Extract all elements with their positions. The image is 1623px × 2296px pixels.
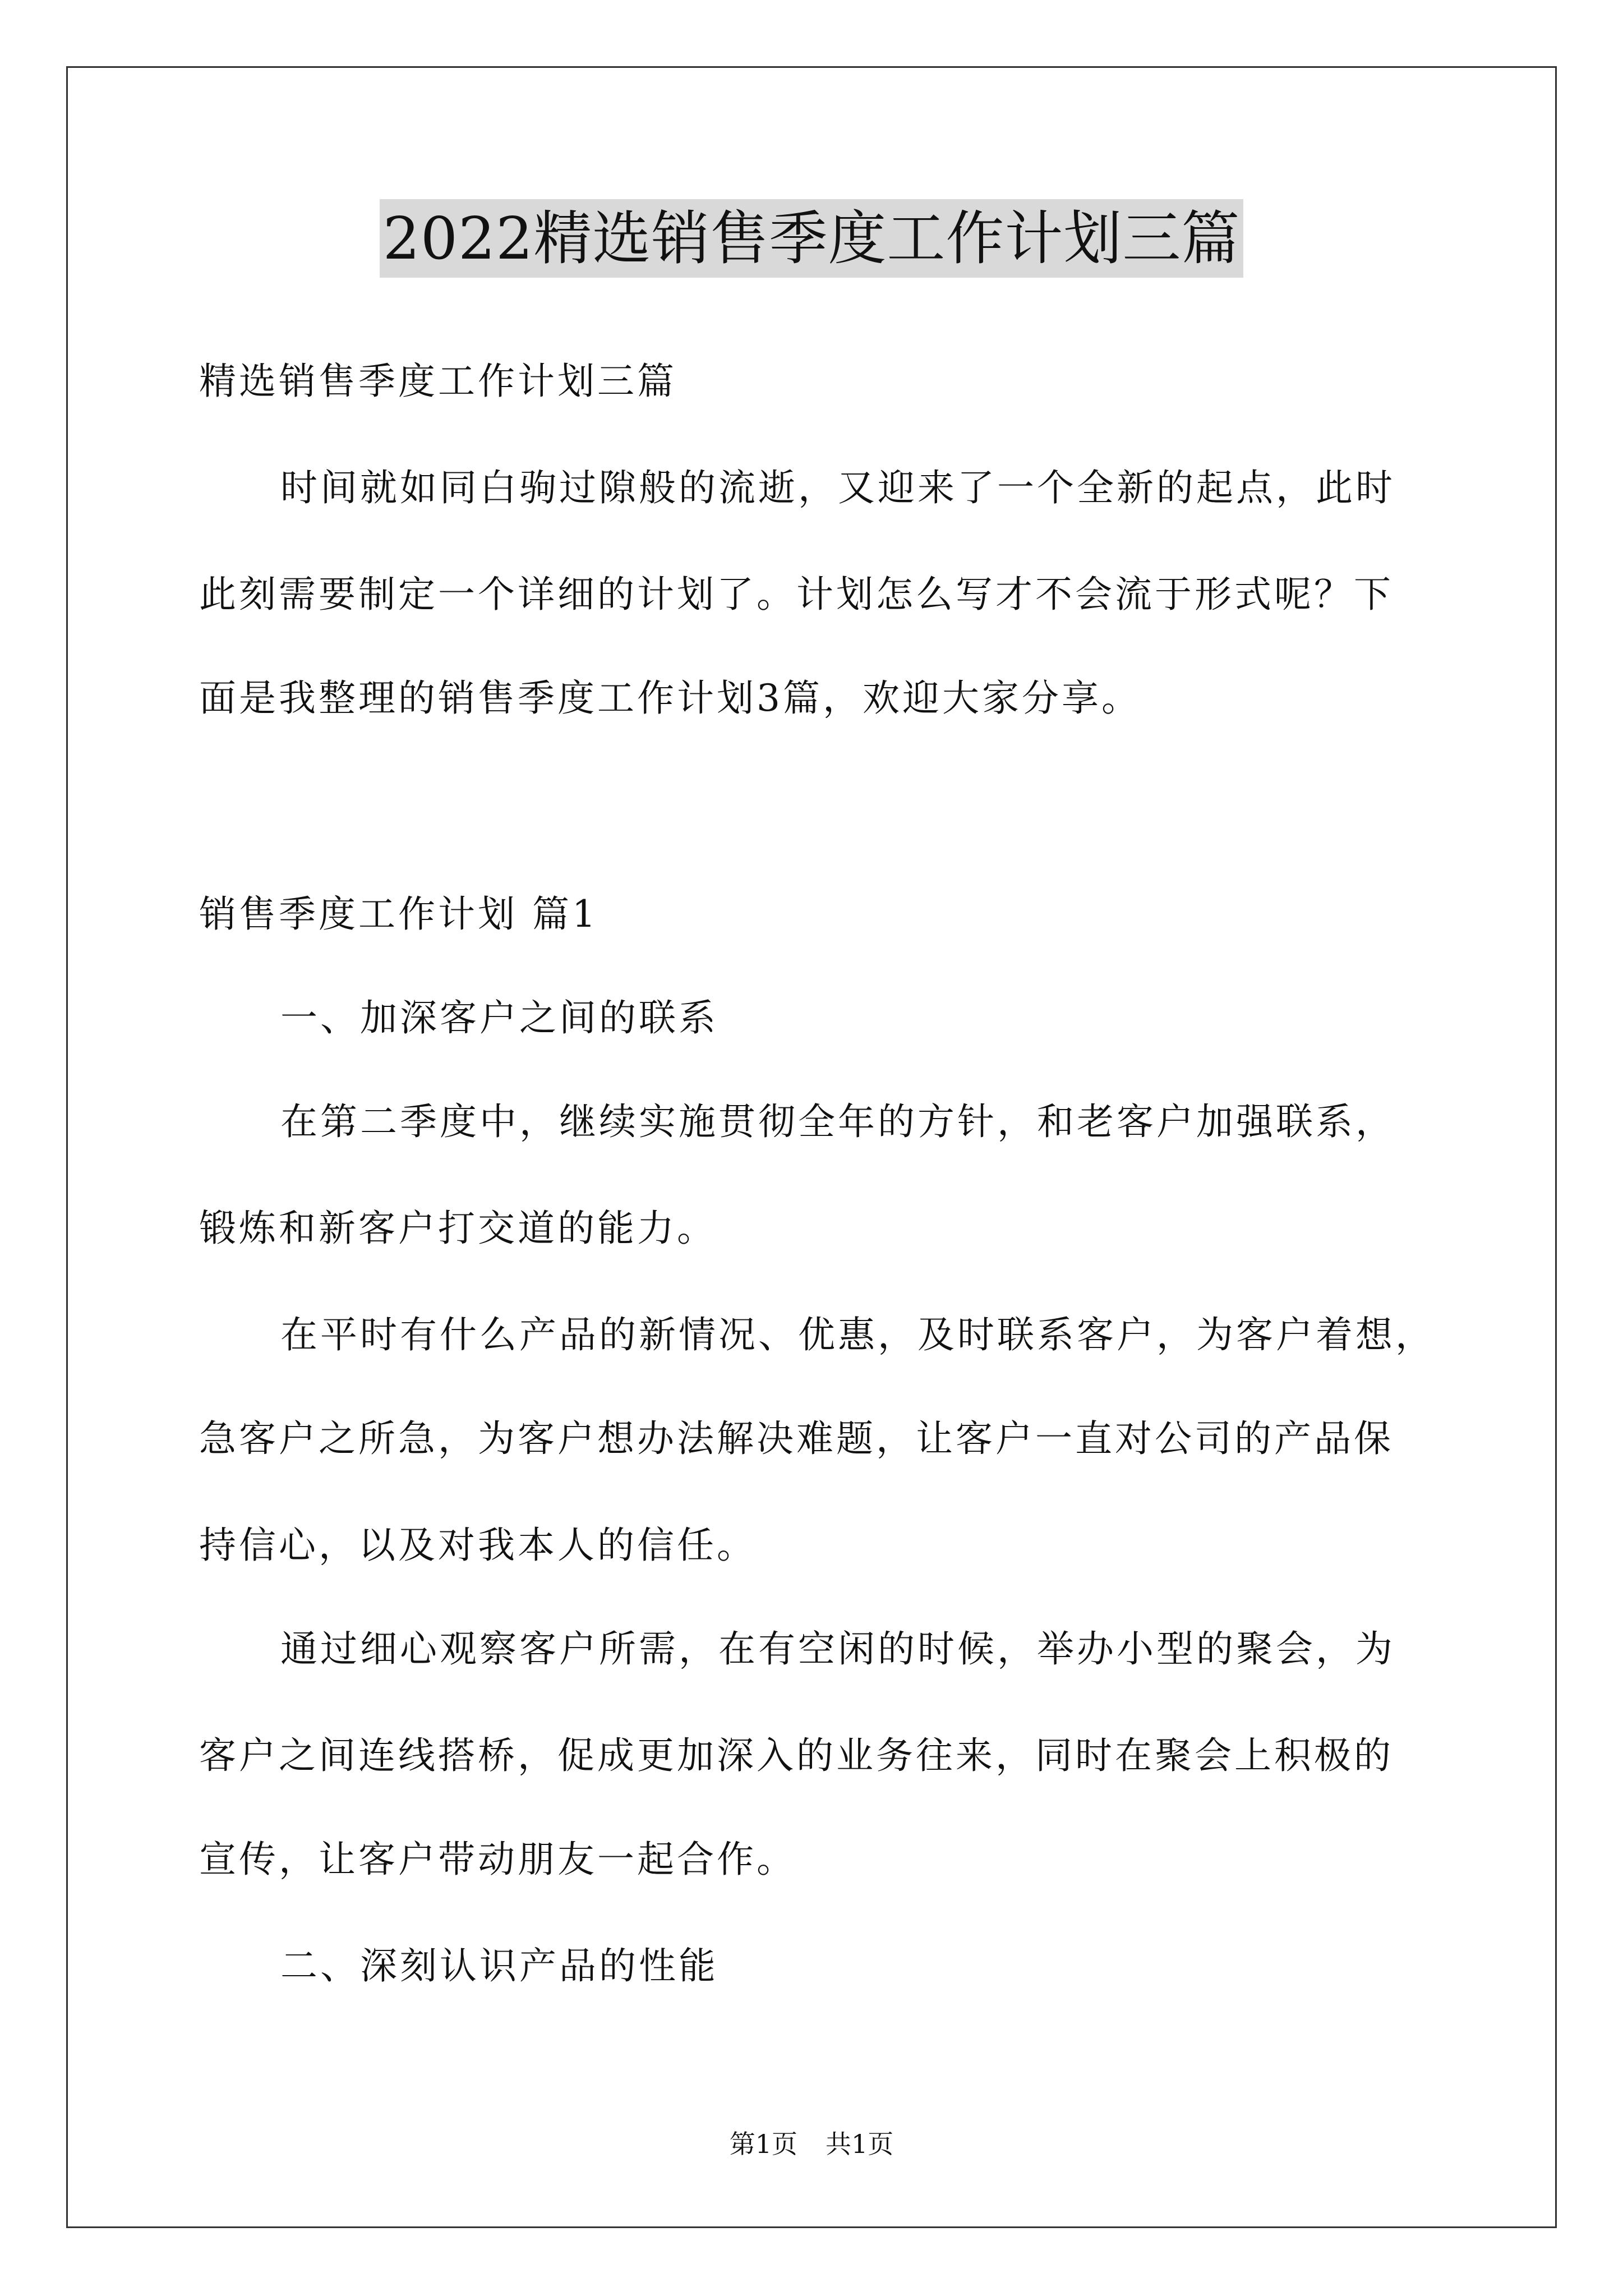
document-title: 2022精选销售季度工作计划三篇 <box>380 199 1244 278</box>
paragraph-line: 锻炼和新客户打交道的能力。 <box>199 1207 717 1250</box>
subtitle-line: 精选销售季度工作计划三篇 <box>199 360 677 403</box>
title-container <box>0 199 1623 278</box>
paragraph-line: 急客户之所急，为客户想办法解决难题，让客户一直对公司的产品保 <box>199 1417 1394 1460</box>
section-heading: 销售季度工作计划 篇1 <box>199 892 598 936</box>
subsection-heading: 二、深刻认识产品的性能 <box>280 1944 718 1987</box>
paragraph-line: 客户之间连线搭桥，促成更加深入的业务往来，同时在聚会上积极的 <box>199 1734 1394 1777</box>
subsection-heading: 一、加深客户之间的联系 <box>280 996 718 1039</box>
paragraph-line: 通过细心观察客户所需，在有空闲的时候，举办小型的聚会，为 <box>280 1627 1395 1671</box>
paragraph-line: 持信心，以及对我本人的信任。 <box>199 1524 757 1567</box>
page-footer <box>0 2127 1623 2161</box>
page-number: 第1页 <box>729 2129 797 2159</box>
paragraph-line: 面是我整理的销售季度工作计划3篇，欢迎大家分享。 <box>199 677 1141 720</box>
paragraph-line: 时间就如同白驹过隙般的流逝，又迎来了一个全新的起点，此时 <box>280 466 1395 509</box>
paragraph-line: 在平时有什么产品的新情况、优惠，及时联系客户，为客户着想， <box>280 1313 1435 1356</box>
page-total: 共1页 <box>826 2129 894 2159</box>
paragraph-line: 此刻需要制定一个详细的计划了。计划怎么写才不会流于形式呢？下 <box>199 573 1394 616</box>
paragraph-line: 在第二季度中，继续实施贯彻全年的方针，和老客户加强联系， <box>280 1100 1395 1143</box>
paragraph-line: 宣传，让客户带动朋友一起合作。 <box>199 1838 796 1881</box>
